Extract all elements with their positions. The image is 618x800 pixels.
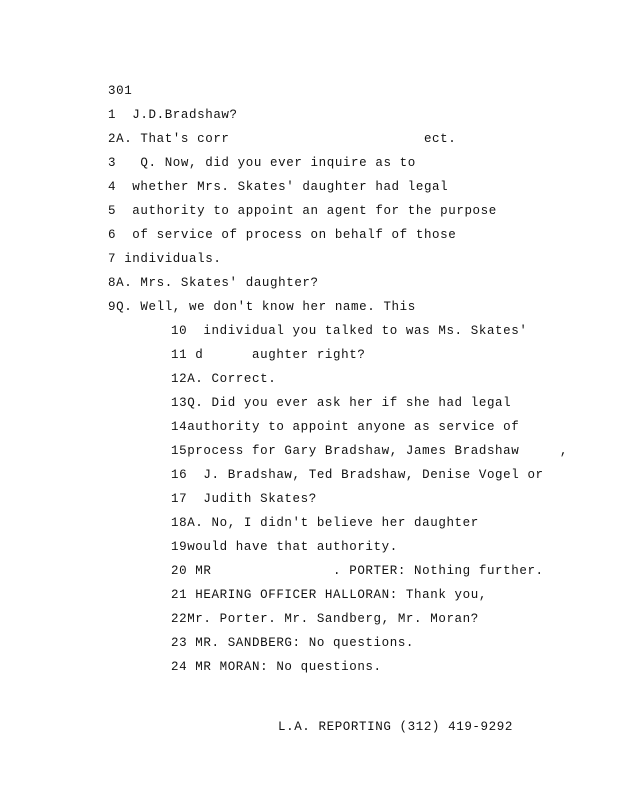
transcript-line: 6 of service of process on behalf of those <box>108 228 457 242</box>
transcript-line: 22Mr. Porter. Mr. Sandberg, Mr. Moran? <box>171 612 479 626</box>
page-number: 301 <box>108 84 133 98</box>
transcript-line: 21 HEARING OFFICER HALLORAN: Thank you, <box>171 588 487 602</box>
transcript-line: 7 individuals. <box>108 252 222 266</box>
transcript-line: 24 MR MORAN: No questions. <box>171 660 382 674</box>
transcript-line: 13Q. Did you ever ask her if she had legal <box>171 396 512 410</box>
transcript-line: 4 whether Mrs. Skates' daughter had legal <box>108 180 449 194</box>
transcript-line: 20 MR . PORTER: Nothing further. <box>171 564 544 578</box>
transcript-line: 23 MR. SANDBERG: No questions. <box>171 636 415 650</box>
transcript-line: 16 J. Bradshaw, Ted Bradshaw, Denise Vogel or <box>171 468 544 482</box>
transcript-line: 15process for Gary Bradshaw, James Bradshaw , <box>171 444 568 458</box>
transcript-line: 9Q. Well, we don't know her name. This <box>108 300 416 314</box>
transcript-line: 8A. Mrs. Skates' daughter? <box>108 276 319 290</box>
transcript-line: 5 authority to appoint an agent for the purpose <box>108 204 497 218</box>
transcript-line: 17 Judith Skates? <box>171 492 317 506</box>
transcript-line: 2A. That's corr ect. <box>108 132 457 146</box>
transcript-line: 14authority to appoint anyone as service of <box>171 420 520 434</box>
transcript-line: 19would have that authority. <box>171 540 398 554</box>
transcript-line: 12A. Correct. <box>171 372 277 386</box>
transcript-line: 1 J.D.Bradshaw? <box>108 108 238 122</box>
transcript-line: 10 individual you talked to was Ms. Skates' <box>171 324 528 338</box>
transcript-line: 11 d aughter right? <box>171 348 366 362</box>
transcript-line: 3 Q. Now, did you ever inquire as to <box>108 156 416 170</box>
transcript-line: 18A. No, I didn't believe her daughter <box>171 516 479 530</box>
reporter-footer: L.A. REPORTING (312) 419-9292 <box>278 720 513 734</box>
